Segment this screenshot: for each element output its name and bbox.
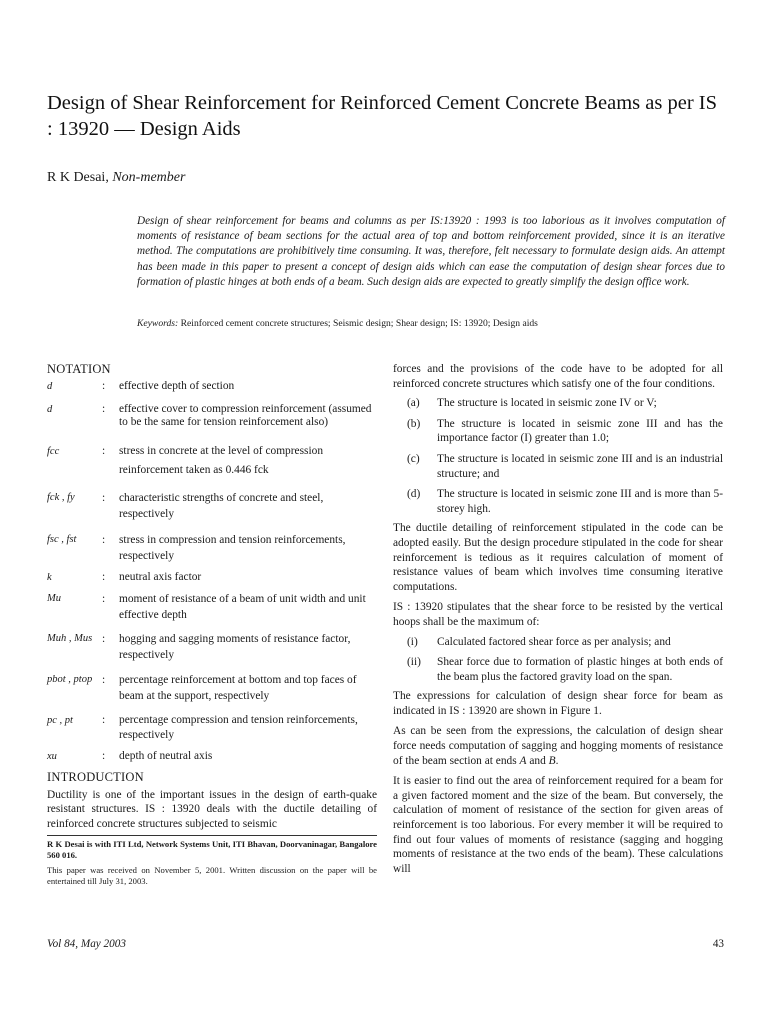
notation-symbol: d bbox=[47, 403, 53, 415]
notation-symbol: Mu bbox=[47, 593, 61, 604]
condition-label: (d) bbox=[407, 488, 421, 501]
introduction-text: Ductility is one of the important issues in the design of earth-quake resistant structures. IS : 13920 deals with the ductile detailing of reinforced concrete structures subjected to seismic bbox=[47, 788, 377, 830]
condition-text: The structure is located in seismic zone III and is an industrial structure; and bbox=[437, 452, 723, 480]
notation-desc: hogging and sagging moments of resistance factor, respectively bbox=[119, 633, 351, 661]
notation-row: fsc , fst : stress in compression and tension reinforcements, respectively bbox=[47, 532, 377, 564]
condition-item bbox=[403, 452, 723, 481]
notation-symbol: d bbox=[47, 381, 53, 392]
paper-title: Design of Shear Reinforcement for Reinforced Cement Concrete Beams as per IS : 13920 — Design Aids bbox=[47, 92, 718, 140]
condition-item bbox=[403, 396, 723, 411]
notation-row: pbot , ptop : percentage reinforcement at bottom and top faces of beam at the support, respectively bbox=[47, 672, 377, 704]
body-paragraph: As can be seen from the expressions, the calculation of design shear force needs computation of sagging and hogging moments of resistance of the beam section at ends A and B. bbox=[393, 725, 723, 767]
received-note: This paper was received on November 5, 2001. Written discussion on the paper will be entertained till July 31, 2003. bbox=[47, 864, 377, 886]
body-paragraph: forces and the provisions of the code have to be adopted for all reinforced concrete structures which satisfy one of the four conditions. bbox=[393, 363, 723, 390]
body-paragraph: The expressions for calculation of design shear force for beam as indicated in IS : 13920 are shown in Figure 1. bbox=[393, 690, 723, 717]
notation-desc: stress in compression and tension reinforcements, respectively bbox=[119, 533, 346, 562]
condition-text: The structure is located in seismic zone IV or V; bbox=[437, 397, 657, 410]
notation-desc: neutral axis factor bbox=[119, 570, 202, 583]
condition-label: (a) bbox=[407, 397, 420, 410]
page-number: 43 bbox=[712, 938, 724, 950]
notation-row: fck , fy : characteristic strengths of concrete and steel, respectively bbox=[47, 490, 377, 522]
footnote-divider bbox=[47, 835, 377, 836]
notation-symbol: fsc , fst bbox=[47, 533, 77, 545]
author-affiliation: R K Desai is with ITI Ltd, Network Systems Unit, ITI Bhavan, Doorvaninagar, Bangalore 560 016. bbox=[47, 839, 377, 861]
notation-desc: percentage reinforcement at bottom and top faces of beam at the support, respectively bbox=[119, 674, 357, 702]
notation-list bbox=[47, 379, 377, 765]
notation-symbol: Muh , Mus bbox=[47, 633, 93, 644]
journal-volume: Vol 84, May 2003 bbox=[47, 938, 126, 950]
abstract: Design of shear reinforcement for beams and columns as per IS:13920 : 1993 is too laborious as it involves computation of moments of resistance of beam sections for the actual area of top and bottom reinforcement provided, since it is an iterative method. The computations are prohibitively time consuming. It was, therefore, felt necessary to formulate design aids. An attempt has been made in this paper to present a concept of design aids which can ease the computation of design shear forces due to formation of plastic hinges at both ends of a beam. Such design aids are expected to greatly simplify the design office work. bbox=[137, 215, 725, 288]
notation-heading: NOTATION bbox=[47, 362, 111, 376]
notation-row: pc , pt : percentage compression and tension reinforcements, respectively bbox=[47, 713, 377, 743]
hoops-list bbox=[393, 635, 723, 685]
notation-desc: effective depth of section bbox=[119, 380, 235, 392]
body-paragraph: The ductile detailing of reinforcement stipulated in the code can be adopted easily. But the design procedure stipulated in the code for shear reinforcement is tedious as it requires calculation of moment of resistance values of beam which involves time consuming iterative computations. bbox=[393, 522, 723, 593]
notation-symbol: k bbox=[47, 571, 52, 583]
author-line bbox=[47, 170, 185, 186]
condition-text: Shear force due to formation of plastic hinges at both ends of the beam plus the factored gravity load on the span. bbox=[437, 656, 723, 683]
notation-desc: depth of neutral axis bbox=[119, 750, 213, 762]
notation-desc: moment of resistance of a beam of unit width and unit effective depth bbox=[119, 593, 366, 621]
notation-row: xu : depth of neutral axis bbox=[47, 749, 377, 765]
condition-label: (c) bbox=[407, 452, 420, 465]
notation-row: Mu : moment of resistance of a beam of unit width and unit effective depth bbox=[47, 591, 377, 623]
condition-item bbox=[403, 417, 723, 446]
notation-row: d : effective depth of section bbox=[47, 379, 377, 395]
notation-row: fcc : stress in concrete at the level of compression reinforcement taken as 0.446 fck bbox=[47, 442, 377, 480]
condition-label: (i) bbox=[407, 635, 418, 648]
condition-label: (ii) bbox=[407, 656, 421, 669]
keywords-text: Reinforced cement concrete structures; Seismic design; Shear design; IS: 13920; Design aids bbox=[180, 318, 538, 329]
notation-row: k : neutral axis factor bbox=[47, 570, 377, 586]
condition-item bbox=[403, 655, 723, 684]
body-paragraph: IS : 13920 stipulates that the shear force to be resisted by the vertical hoops shall be the maximum of: bbox=[393, 601, 723, 628]
notation-desc: percentage compression and tension reinforcements, respectively bbox=[119, 714, 358, 741]
notation-desc: stress in concrete at the level of compression reinforcement taken as 0.446 fck bbox=[119, 444, 324, 476]
condition-text: The structure is located in seismic zone III and has the importance factor (I) greater than 1.0; bbox=[437, 417, 723, 445]
condition-text: The structure is located in seismic zone III and is more than 5-storey high. bbox=[437, 488, 723, 515]
body-paragraph: It is easier to find out the area of reinforcement required for a beam for a given factored moment and the size of the beam. But conversely, the calculation of moment of resistance of the section for given areas of reinforcement is too laborious. For every member it will be required to find out four values of moments of resistance (sagging and hogging moments of resistance at the two ends of the beam). These calculations will bbox=[393, 775, 723, 875]
condition-item bbox=[403, 487, 723, 516]
notation-row: Muh , Mus : hogging and sagging moments of resistance factor, respectively bbox=[47, 631, 377, 663]
introduction-heading: INTRODUCTION bbox=[47, 769, 144, 784]
author-role: Non-member bbox=[112, 170, 186, 185]
notation-symbol: pbot , ptop bbox=[47, 674, 93, 685]
author-name: R K Desai, bbox=[47, 170, 109, 185]
notation-row: d : effective cover to compression reinforcement (assumed to be the same for tension reinforcement also) bbox=[47, 403, 377, 429]
right-column bbox=[393, 362, 723, 876]
notation-desc: characteristic strengths of concrete and steel, respectively bbox=[119, 491, 324, 520]
condition-label: (b) bbox=[407, 417, 421, 430]
conditions-list bbox=[393, 396, 723, 516]
condition-text: Calculated factored shear force as per analysis; and bbox=[437, 635, 671, 648]
keywords-label: Keywords: bbox=[137, 318, 179, 329]
condition-item bbox=[403, 635, 723, 650]
left-column bbox=[47, 362, 377, 887]
notation-symbol: fcc bbox=[47, 445, 60, 457]
notation-symbol: pc , pt bbox=[47, 715, 73, 726]
notation-symbol: xu bbox=[47, 751, 57, 762]
notation-desc: effective cover to compression reinforcement (assumed to be the same for tension reinforcement also) bbox=[119, 402, 372, 428]
notation-symbol: fck , fy bbox=[47, 491, 75, 503]
keywords bbox=[137, 318, 725, 329]
